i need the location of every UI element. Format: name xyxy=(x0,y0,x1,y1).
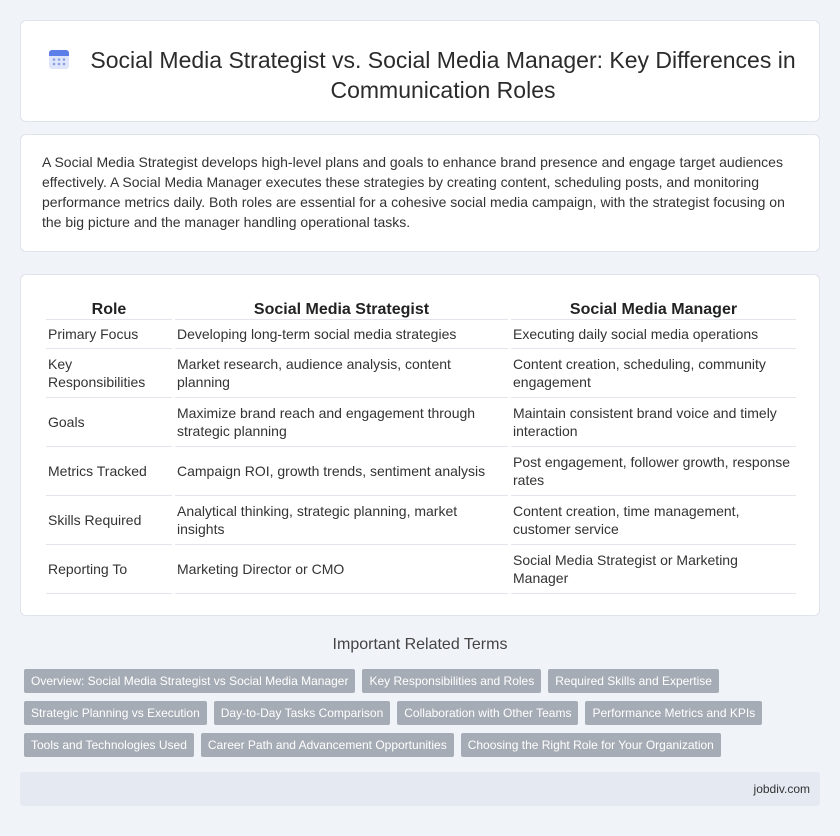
related-term-tag[interactable]: Choosing the Right Role for Your Organization xyxy=(461,733,721,757)
strategist-cell: Developing long-term social media strategies xyxy=(175,320,508,349)
header-manager: Social Media Manager xyxy=(511,295,796,320)
intro-paragraph: A Social Media Strategist develops high-level plans and goals to enhance brand presence and engage target audiences effectively. A Social Media Manager executes these strategies by creating content, scheduling posts, and monitoring performance metrics daily. Both roles are essential for a cohesive social media campaign, with the strategist focusing on the big picture and the manager handling operational tasks. xyxy=(42,154,785,230)
footer xyxy=(20,772,820,806)
table-row xyxy=(46,398,796,447)
row-label: Key Responsibilities xyxy=(46,349,172,398)
comparison-card xyxy=(20,274,820,616)
related-term-tag[interactable]: Performance Metrics and KPIs xyxy=(585,701,762,725)
related-terms-title: Important Related Terms xyxy=(332,636,508,653)
related-term-tag[interactable]: Collaboration with Other Teams xyxy=(397,701,578,725)
strategist-cell: Marketing Director or CMO xyxy=(175,545,508,594)
table-row xyxy=(46,320,796,349)
row-label: Primary Focus xyxy=(46,320,172,349)
manager-cell: Content creation, time management, customer service xyxy=(511,496,796,545)
manager-cell: Post engagement, follower growth, response rates xyxy=(511,447,796,496)
row-label: Reporting To xyxy=(46,545,172,594)
manager-cell: Content creation, scheduling, community engagement xyxy=(511,349,796,398)
related-term-tag[interactable]: Tools and Technologies Used xyxy=(24,733,194,757)
related-terms-row xyxy=(24,701,762,725)
manager-cell: Executing daily social media operations xyxy=(511,320,796,349)
comparison-table xyxy=(43,295,799,594)
row-label: Skills Required xyxy=(46,496,172,545)
strategist-cell: Maximize brand reach and engagement through strategic planning xyxy=(175,398,508,447)
table-header-row xyxy=(46,295,796,320)
header-role: Role xyxy=(46,295,172,320)
manager-cell: Social Media Strategist or Marketing Manager xyxy=(511,545,796,594)
strategist-cell: Market research, audience analysis, content planning xyxy=(175,349,508,398)
footer-site-link[interactable]: jobdiv.com xyxy=(753,782,810,796)
strategist-cell: Analytical thinking, strategic planning, market insights xyxy=(175,496,508,545)
title-card xyxy=(20,20,820,122)
related-terms-row xyxy=(24,733,721,757)
related-term-tag[interactable]: Day-to-Day Tasks Comparison xyxy=(214,701,391,725)
intro-card xyxy=(20,134,820,252)
related-term-tag[interactable]: Career Path and Advancement Opportunities xyxy=(201,733,454,757)
table-row xyxy=(46,447,796,496)
calendar-icon xyxy=(47,47,71,71)
strategist-cell: Campaign ROI, growth trends, sentiment analysis xyxy=(175,447,508,496)
related-term-tag[interactable]: Key Responsibilities and Roles xyxy=(362,669,541,693)
row-label: Goals xyxy=(46,398,172,447)
row-label: Metrics Tracked xyxy=(46,447,172,496)
related-term-tag[interactable]: Overview: Social Media Strategist vs Social Media Manager xyxy=(24,669,355,693)
table-row xyxy=(46,349,796,398)
table-row xyxy=(46,545,796,594)
manager-cell: Maintain consistent brand voice and timely interaction xyxy=(511,398,796,447)
related-terms-row xyxy=(24,669,719,693)
table-row xyxy=(46,496,796,545)
header-strategist: Social Media Strategist xyxy=(175,295,508,320)
page-title: Social Media Strategist vs. Social Media Manager: Key Differences in Communication Roles xyxy=(90,47,796,103)
related-term-tag[interactable]: Required Skills and Expertise xyxy=(548,669,719,693)
related-term-tag[interactable]: Strategic Planning vs Execution xyxy=(24,701,207,725)
